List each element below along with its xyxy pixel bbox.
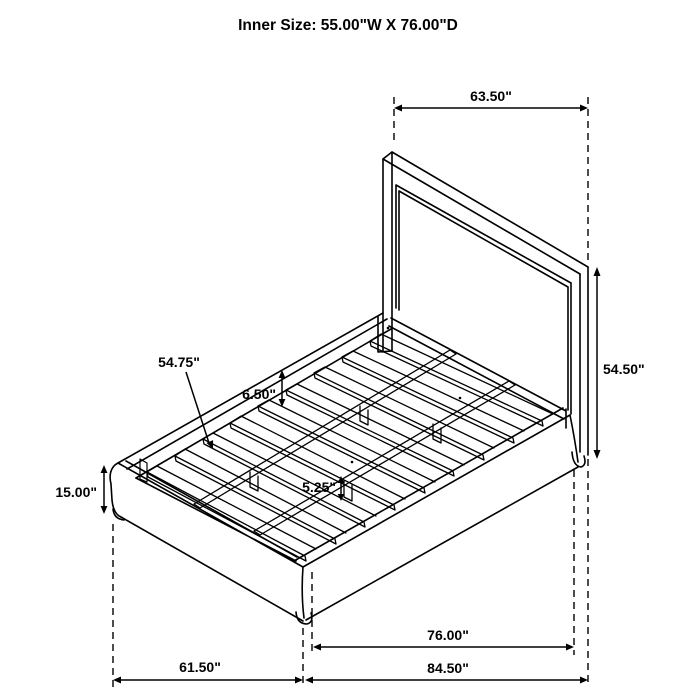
arrowhead-left	[313, 644, 321, 651]
headboard-frame-inset	[396, 185, 571, 414]
arrowhead-down	[101, 506, 108, 514]
extension-lines	[113, 97, 588, 688]
arrowhead-right	[295, 677, 303, 684]
dim-base-height	[55, 465, 107, 514]
dim-label-headboard-width: 63.50"	[470, 88, 512, 104]
screw-dot-1	[459, 397, 462, 400]
headboard-right-edges	[580, 267, 588, 455]
arrowhead-up	[594, 267, 601, 276]
slat-9	[370, 334, 553, 426]
dim-label-rail-drop: 6.50"	[242, 386, 276, 402]
arrowhead-left	[305, 677, 313, 684]
arrowhead-right	[580, 105, 588, 112]
dimensions	[55, 88, 644, 684]
headboard	[378, 152, 588, 455]
dim-label-slat-length: 54.75"	[158, 354, 200, 370]
dim-label-base-length: 61.50"	[179, 659, 221, 675]
headboard-leg-hole	[387, 327, 390, 330]
dim-overall-depth	[305, 660, 588, 684]
dim-label-base-height: 15.00"	[55, 484, 97, 500]
dim-rail-drop	[242, 370, 285, 407]
front-left-corner	[110, 463, 121, 517]
dim-headboard-width	[394, 88, 588, 112]
dim-inner-depth	[313, 627, 574, 651]
dim-headboard-height	[594, 267, 645, 459]
dim-label-inner-depth: 76.00"	[427, 627, 469, 643]
arrowhead-up	[101, 465, 108, 473]
front-rail-face	[121, 517, 304, 621]
screw-dot-2	[351, 461, 354, 464]
headboard-top-edges	[383, 152, 588, 274]
arrowhead-down	[594, 450, 601, 459]
rear-right-foot	[572, 452, 585, 467]
arrowhead-right	[580, 677, 588, 684]
dim-base-length	[113, 659, 303, 684]
arrowhead-left	[394, 105, 402, 112]
dim-label-headboard-height: 54.50"	[603, 361, 645, 377]
arrowhead-left	[113, 677, 121, 684]
dim-label-slat-gap: 5.25"	[302, 479, 336, 495]
headboard-left-edges	[378, 152, 392, 352]
headboard-rear-rail	[389, 318, 566, 428]
slat-5	[258, 400, 435, 493]
page-title: Inner Size: 55.00"W X 76.00"D	[238, 17, 458, 34]
dim-label-overall-depth: 84.50"	[427, 660, 469, 676]
arrowhead-right	[566, 644, 574, 651]
slat-deck	[147, 334, 553, 561]
